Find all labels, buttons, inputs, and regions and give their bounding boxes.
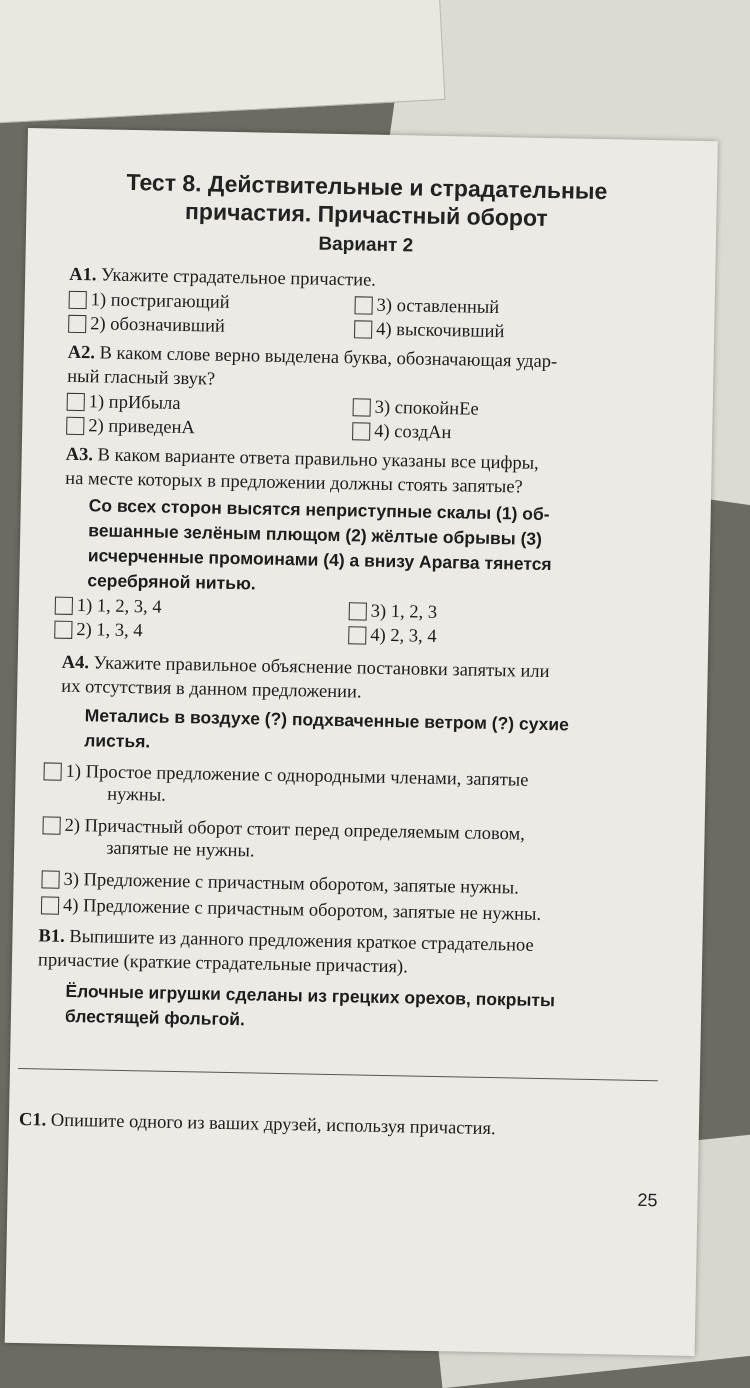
a4-option-2[interactable]: 2) Причастный оборот стоит перед определяемым словом, запятые не нужны. xyxy=(42,814,643,870)
a2-option-2[interactable]: 2) приведенА xyxy=(66,415,195,439)
a3-option-1[interactable]: 1) 1, 2, 3, 4 xyxy=(55,595,162,619)
a4-option-3[interactable]: 3) Предложение с причастным оборотом, запятые нужны. xyxy=(41,868,641,902)
a3-option-4[interactable]: 4) 2, 3, 4 xyxy=(348,624,437,648)
checkbox[interactable] xyxy=(41,896,59,914)
question-c1: С1. Опишите одного из ваших друзей, используя причастия. xyxy=(18,1110,496,1140)
question-b1: В1. Выпишите из данного предложения краткое страдательное причастие (краткие страдательные причастия). xyxy=(37,926,534,978)
checkbox[interactable] xyxy=(68,315,86,333)
background-receipt xyxy=(0,0,445,124)
checkbox[interactable] xyxy=(55,597,73,615)
checkbox[interactable] xyxy=(42,816,60,834)
a3-option-3[interactable]: 3) 1, 2, 3 xyxy=(349,600,438,624)
question-a2: А2. В каком слове верно выделена буква, обозначающая удар- ный гласный звук? xyxy=(67,342,558,390)
checkbox[interactable] xyxy=(69,291,87,309)
checkbox[interactable] xyxy=(353,398,371,416)
variant-heading: Вариант 2 xyxy=(318,233,414,257)
question-a4: А4. Укажите правильное объяснение постановки запятых или их отсутствия в данном предложении. xyxy=(61,652,550,703)
a1-option-2[interactable]: 2) обозначивший xyxy=(68,313,225,338)
checkbox[interactable] xyxy=(43,762,61,780)
question-a1: А1. Укажите страдательное причастие. xyxy=(68,264,377,291)
a3-option-2[interactable]: 2) 1, 3, 4 xyxy=(54,619,143,643)
checkbox[interactable] xyxy=(352,422,370,440)
checkbox[interactable] xyxy=(41,870,59,888)
checkbox[interactable] xyxy=(354,320,372,338)
a4-option-1[interactable]: 1) Простое предложение с однородными членами, запятые нужны. xyxy=(43,760,644,816)
answer-line[interactable] xyxy=(18,1068,658,1081)
a2-option-3[interactable]: 3) спокойнЕе xyxy=(352,396,478,420)
a2-option-4[interactable]: 4) создАн xyxy=(352,420,452,444)
workbook-page xyxy=(5,128,718,1356)
checkbox[interactable] xyxy=(67,393,85,411)
a1-option-3[interactable]: 3) оставленный xyxy=(354,294,499,319)
question-a3: А3. В каком варианте ответа правильно указаны все цифры, на месте которых в предложении должны стоять запятые? xyxy=(65,444,539,498)
checkbox[interactable] xyxy=(348,626,366,644)
checkbox[interactable] xyxy=(66,417,84,435)
a4-option-4[interactable]: 4) Предложение с причастным оборотом, запятые не нужны. xyxy=(41,894,641,928)
checkbox[interactable] xyxy=(354,296,372,314)
checkbox[interactable] xyxy=(54,621,72,639)
page-number: 25 xyxy=(637,1189,658,1211)
checkbox[interactable] xyxy=(349,602,367,620)
a1-option-4[interactable]: 4) выскочивший xyxy=(354,318,505,343)
page-title: Тест 8. Действительные и страдательные причастия. Причастный оборот xyxy=(126,168,608,231)
a3-passage: Со всех сторон высятся неприступные скалы (1) об- вешанные зелёным плющом (2) жёлтые обрывы (3) исчерченные промоинами (4) а внизу Арагва тянется серебряной нитью. xyxy=(87,495,552,594)
a4-passage: Метались в воздухе (?) подхваченные ветром (?) сухие листья. xyxy=(84,705,570,752)
a1-option-1[interactable]: 1) постригающий xyxy=(68,289,229,314)
b1-passage: Ёлочные игрушки сделаны из грецких орехов, покрыты блестящей фольгой. xyxy=(64,980,556,1030)
a2-option-1[interactable]: 1) прИбыла xyxy=(67,391,181,415)
